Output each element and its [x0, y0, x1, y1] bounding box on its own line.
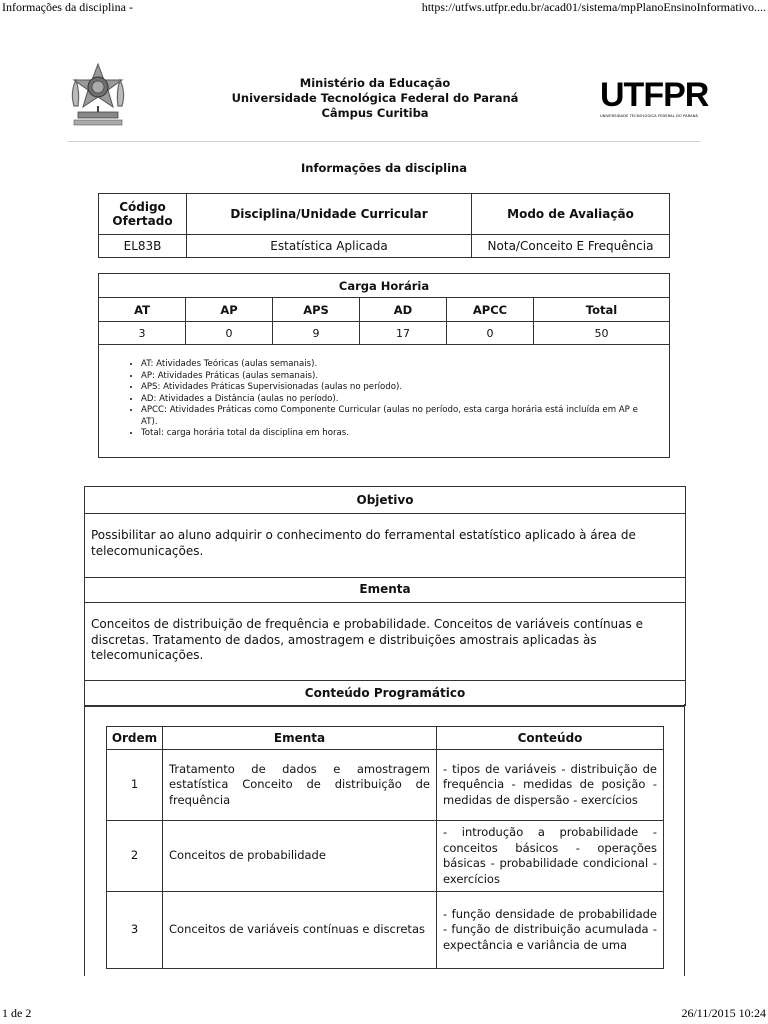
row-conteudo: - introdução a probabilidade - conceitos básicos - operações básicas - probabilidade condicional - exercícios [437, 821, 664, 892]
header-ordem: Ordem [107, 727, 163, 750]
objetivo-title: Objetivo [85, 487, 685, 514]
print-timestamp: 26/11/2015 10:24 [681, 1006, 766, 1020]
header-apcc: APCC [447, 298, 534, 322]
disciplina-value: Estatística Aplicada [187, 235, 472, 258]
header-codigo: Código Ofertado [99, 194, 187, 235]
page-title: Informações da disciplina [301, 161, 467, 175]
row-ementa: Conceitos de variáveis contínuas e discretas [163, 892, 437, 969]
table-row [107, 750, 664, 821]
header-ad: AD [360, 298, 447, 322]
row-ementa: Conceitos de probabilidade [163, 821, 437, 892]
ementa-text: Conceitos de distribuição de frequência e probabilidade. Conceitos de variáveis contínuas e discretas. Tratamento de dados, amostragem e distribuições amostrais aplicadas às telecomunicações. [91, 617, 643, 662]
avaliacao-value: Nota/Conceito E Frequência [472, 235, 670, 258]
row-ordem: 1 [107, 750, 163, 821]
row-ordem: 3 [107, 892, 163, 969]
value-ap: 0 [186, 322, 273, 345]
ministry-name: Ministério da Educação [299, 76, 451, 90]
codigo-value: EL83B [99, 235, 187, 258]
campus-name: Câmpus Curitiba [321, 106, 429, 120]
ementa-title: Ementa [85, 576, 685, 603]
header-aps: APS [273, 298, 360, 322]
legend-item: • APCC: Atividades Práticas como Componente Curricular (aulas no período, esta carga horária está incluída em AP e AT). [141, 405, 669, 428]
objetivo-text: Possibilitar ao aluno adquirir o conhecimento do ferramental estatístico aplicado à área de telecomunicações. [91, 528, 636, 558]
value-ad: 17 [360, 322, 447, 345]
row-ordem: 2 [107, 821, 163, 892]
legend-item: • AT: Atividades Teóricas (aulas semanais). [141, 359, 669, 371]
carga-horaria-title: Carga Horária [99, 274, 670, 298]
ementa-section [84, 576, 686, 681]
page-counter: 1 de 2 [2, 1006, 32, 1020]
header-total: Total [534, 298, 670, 322]
conteudo-title: Conteúdo Programático [85, 680, 685, 707]
print-header-title: Informações da disciplina - [2, 0, 133, 14]
carga-horaria-table [98, 273, 670, 458]
print-header [0, 0, 768, 16]
legend-item: • Total: carga horária total da disciplina em horas. [141, 428, 669, 440]
conteudo-table [106, 726, 664, 969]
value-total: 50 [534, 322, 670, 345]
legend-item: • AP: Atividades Práticas (aulas semanais). [141, 371, 669, 383]
value-aps: 9 [273, 322, 360, 345]
table-row [107, 821, 664, 892]
conteudo-border-right [684, 704, 685, 976]
objetivo-section [84, 486, 686, 578]
print-header-url: https://utfws.utfpr.edu.br/acad01/sistema/mpPlanoEnsinoInformativo.... [421, 0, 766, 14]
utfpr-logo-tagline: UNIVERSIDADE TECNOLÓGICA FEDERAL DO PARANÁ [600, 114, 699, 118]
legend-item: • APS: Atividades Práticas Supervisionadas (aulas no período). [141, 382, 669, 394]
header-avaliacao: Modo de Avaliação [472, 194, 670, 235]
header-at: AT [99, 298, 186, 322]
row-ementa: Tratamento de dados e amostragem estatística Conceito de distribuição de frequência [163, 750, 437, 821]
utfpr-logo [600, 76, 709, 120]
university-name: Universidade Tecnológica Federal do Paraná [231, 91, 519, 105]
print-footer [0, 1004, 768, 1024]
header-divider [68, 141, 700, 142]
disciplina-table [98, 193, 670, 258]
legend-item: • AD: Atividades a Distância (aulas no período). [141, 394, 669, 406]
header-ementa: Ementa [163, 727, 437, 750]
value-apcc: 0 [447, 322, 534, 345]
header-ap: AP [186, 298, 273, 322]
institution-block [200, 76, 550, 121]
conteudo-border-left [84, 704, 85, 976]
header-conteudo: Conteúdo [437, 727, 664, 750]
brazil-coat-of-arms-icon [66, 62, 130, 132]
utfpr-logo-text: UTFPR [600, 76, 709, 114]
row-conteudo: - tipos de variáveis - distribuição de frequência - medidas de posição - medidas de dispersão - exercícios [437, 750, 664, 821]
conteudo-section [84, 680, 686, 706]
table-row [107, 892, 664, 969]
carga-legend [99, 345, 670, 458]
row-conteudo: - função densidade de probabilidade - função de distribuição acumulada - expectância e variância de uma [437, 892, 664, 969]
header-disciplina: Disciplina/Unidade Curricular [187, 194, 472, 235]
value-at: 3 [99, 322, 186, 345]
